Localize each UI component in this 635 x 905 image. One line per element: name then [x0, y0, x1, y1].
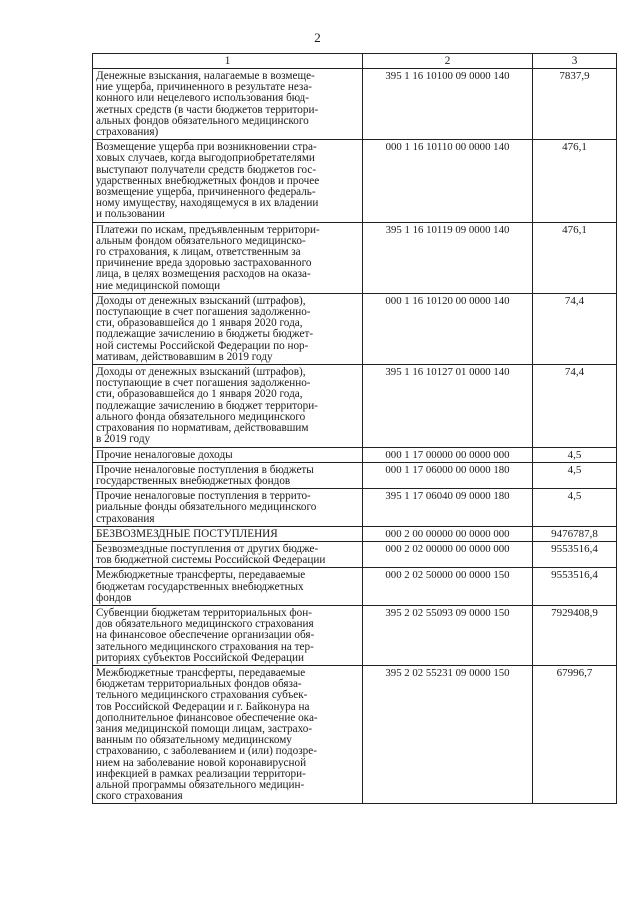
row-amount: 67996,7: [533, 665, 617, 803]
description-line: страхованию, с заболеванием и (или) подозре-: [96, 745, 317, 758]
description-line: ние медицинской помощи: [96, 279, 221, 292]
description-line: БЕЗВОЗМЕЗДНЫЕ ПОСТУПЛЕНИЯ: [96, 527, 278, 540]
row-description: [93, 462, 363, 488]
description-line: ванным по обязательному медицинскому: [96, 734, 292, 747]
description-line: в 2019 году: [96, 433, 151, 446]
row-description: [93, 568, 363, 606]
description-line: страхования по нормативам, действовавшим: [96, 422, 309, 435]
row-description: [93, 69, 363, 140]
description-line: причинение вреда здоровью застрахованного: [96, 257, 312, 270]
table-row: [93, 541, 617, 567]
row-amount: 4,5: [533, 489, 617, 527]
description-line: государственных внебюджетных фондов: [96, 474, 291, 487]
description-line: выступают получатели средств бюджетов гос-: [96, 163, 317, 176]
description-line: альным фондом обязательного медицинско-: [96, 234, 306, 247]
description-line: жетных средств (в части бюджетов территори-: [96, 103, 319, 116]
description-line: Прочие неналоговые доходы: [96, 448, 233, 461]
description-line: подлежащие зачислению в бюджет территори-: [96, 399, 318, 412]
description-line: инфекцией в рамках реализации территори-: [96, 767, 306, 780]
page-number: 2: [314, 30, 321, 45]
row-amount: 9476787,8: [533, 526, 617, 541]
description-line: сти, образовавшейся до 1 января 2020 года,: [96, 388, 303, 401]
description-line: ского страхования: [96, 790, 183, 803]
description-line: Межбюджетные трансферты, передаваемые: [96, 569, 306, 582]
description-line: тов Российской Федерации и г. Байконура на: [96, 700, 310, 713]
table-row: [93, 605, 617, 665]
table-row: [93, 447, 617, 462]
row-description: [93, 365, 363, 447]
description-line: нием на заболевание новой коронавирусной: [96, 756, 307, 769]
row-description: [93, 665, 363, 803]
row-amount: 74,4: [533, 293, 617, 364]
description-line: тельного медицинского страхования субъек-: [96, 689, 308, 702]
description-line: Субвенции бюджетам территориальных фон-: [96, 606, 312, 619]
row-amount: 7837,9: [533, 69, 617, 140]
row-code: 000 1 17 00000 00 0000 000: [363, 447, 533, 462]
row-code: 000 1 16 10120 00 0000 140: [363, 293, 533, 364]
description-line: зательного медицинского страхования на тер-: [96, 640, 314, 653]
row-amount: 7929408,9: [533, 605, 617, 665]
row-code: 000 1 17 06000 00 0000 180: [363, 462, 533, 488]
description-line: фондов: [96, 591, 132, 604]
row-description: [93, 541, 363, 567]
row-amount: 4,5: [533, 447, 617, 462]
description-line: ному имуществу, находящемуся в их владении: [96, 197, 319, 210]
description-line: и пользовании: [96, 208, 165, 221]
row-amount: 74,4: [533, 365, 617, 447]
table-row: [93, 526, 617, 541]
column-header-2: 2: [363, 54, 533, 69]
table-row: [93, 222, 617, 293]
description-line: Платежи по искам, предъявленным территори-: [96, 223, 320, 236]
description-line: зания медицинской помощи лицам, застрахо-: [96, 722, 313, 735]
description-line: сти, образовавшейся до 1 января 2020 года,: [96, 317, 303, 330]
row-description: [93, 605, 363, 665]
row-amount: 476,1: [533, 140, 617, 222]
description-line: Возмещение ущерба при возникновении стра-: [96, 141, 317, 154]
row-code: 000 2 02 00000 00 0000 000: [363, 541, 533, 567]
description-line: страхования): [96, 126, 159, 139]
description-line: альных фондов обязательного медицинского: [96, 114, 309, 127]
row-code: 395 1 16 10100 09 0000 140: [363, 69, 533, 140]
description-line: конного или нецелевого использования бюд-: [96, 92, 309, 105]
table-row: [93, 140, 617, 222]
row-code: 000 2 02 50000 00 0000 150: [363, 568, 533, 606]
column-header-3: 3: [533, 54, 617, 69]
description-line: Денежные взыскания, налагаемые в возмеще-: [96, 70, 315, 82]
column-header-1: 1: [93, 54, 363, 69]
description-line: поступающие в счет погашения задолженно-: [96, 306, 311, 319]
row-amount: 476,1: [533, 222, 617, 293]
row-description: [93, 447, 363, 462]
description-line: риториях субъектов Российской Федерации: [96, 651, 304, 664]
description-line: Прочие неналоговые поступления в террито-: [96, 490, 311, 503]
row-code: 395 2 02 55231 09 0000 150: [363, 665, 533, 803]
row-description: [93, 140, 363, 222]
description-line: страхования: [96, 512, 155, 525]
description-line: альной программы обязательного медицин-: [96, 778, 305, 791]
description-line: возмещение ущерба, причиненного федераль-: [96, 186, 316, 199]
table-row: [93, 69, 617, 140]
row-amount: 4,5: [533, 462, 617, 488]
description-line: го страхования, к лицам, ответственным за: [96, 246, 301, 259]
table-row: [93, 489, 617, 527]
row-code: 395 1 16 10127 01 0000 140: [363, 365, 533, 447]
description-line: Прочие неналоговые поступления в бюджеты: [96, 463, 314, 476]
row-description: [93, 222, 363, 293]
row-description: [93, 526, 363, 541]
description-line: ховых случаев, когда выгодоприобретателями: [96, 152, 315, 165]
description-line: ального фонда обязательного медицинского: [96, 410, 306, 423]
description-line: Доходы от денежных взысканий (штрафов),: [96, 366, 306, 379]
row-description: [93, 489, 363, 527]
description-line: на финансовое обеспечение организации обя-: [96, 629, 315, 642]
description-line: Безвозмездные поступления от других бюдже-: [96, 542, 319, 555]
description-line: риальные фонды обязательного медицинского: [96, 501, 317, 514]
description-line: дополнительное финансовое обеспечение ока-: [96, 711, 318, 724]
table-row: [93, 568, 617, 606]
row-code: 000 2 00 00000 00 0000 000: [363, 526, 533, 541]
description-line: Доходы от денежных взысканий (штрафов),: [96, 294, 306, 307]
table-row: [93, 665, 617, 803]
description-line: ной системы Российской Федерации по нор-: [96, 339, 309, 352]
description-line: бюджетам государственных внебюджетных: [96, 580, 304, 593]
row-code: 000 1 16 10110 00 0000 140: [363, 140, 533, 222]
description-line: подлежащие зачислению в бюджеты бюджет-: [96, 328, 314, 341]
description-line: дов обязательного медицинского страхования: [96, 618, 314, 631]
row-description: [93, 293, 363, 364]
description-line: Межбюджетные трансферты, передаваемые: [96, 666, 306, 679]
description-line: тов бюджетной системы Российской Федерации: [96, 554, 326, 567]
description-line: лица, в целях возмещения расходов на оказа-: [96, 268, 311, 281]
description-line: мативам, действовавшим в 2019 году: [96, 350, 273, 363]
row-code: 395 2 02 55093 09 0000 150: [363, 605, 533, 665]
revenue-table: [92, 53, 617, 804]
description-line: поступающие в счет погашения задолженно-: [96, 377, 311, 390]
table-header-row: [93, 54, 617, 69]
row-amount: 9553516,4: [533, 568, 617, 606]
table-row: [93, 293, 617, 364]
table-row: [93, 365, 617, 447]
row-code: 395 1 17 06040 09 0000 180: [363, 489, 533, 527]
description-line: ние ущерба, причиненного в результате неза-: [96, 81, 313, 94]
description-line: бюджетам территориальных фондов обяза-: [96, 678, 302, 691]
table-row: [93, 462, 617, 488]
description-line: ударственных внебюджетных фондов и прочее: [96, 174, 320, 187]
row-amount: 9553516,4: [533, 541, 617, 567]
row-code: 395 1 16 10119 09 0000 140: [363, 222, 533, 293]
